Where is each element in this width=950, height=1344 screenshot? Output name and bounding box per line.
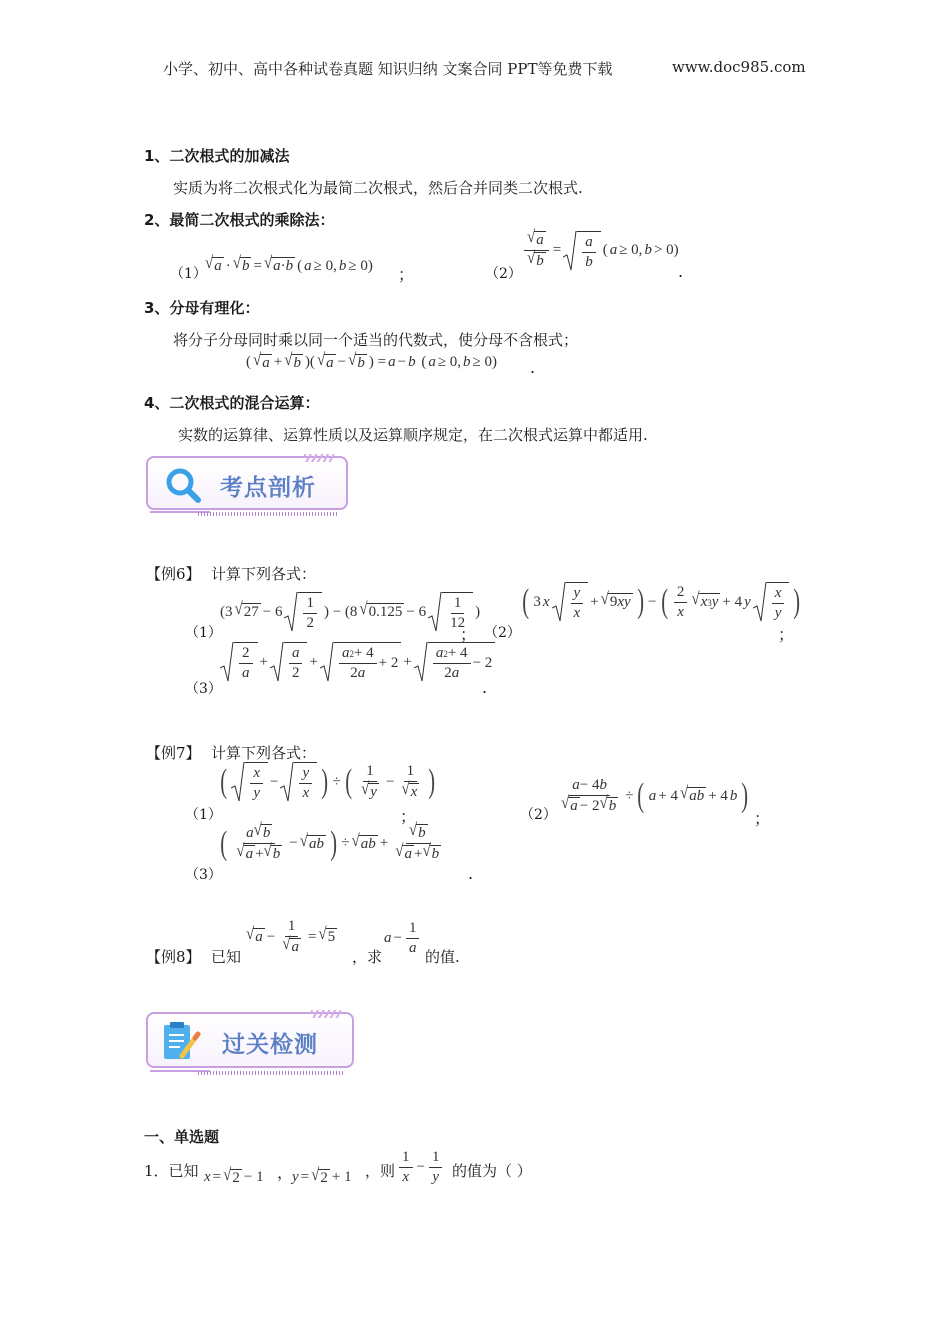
ex6-prompt: 计算下列各式： (211, 565, 317, 583)
ex7-label-1: （1） (185, 807, 222, 823)
section-4-title: 4、二次根式的混合运算： (144, 394, 320, 412)
ex7-period: . (468, 864, 474, 883)
ex6-label-1: （1） (185, 625, 222, 641)
q1-y-formula: y = √ 2 + 1 (292, 1165, 352, 1186)
section-3-body: 将分子分母同时乘以同一个适当的代数式，使分母不含根式； (173, 331, 579, 349)
ex6-semicolon-1: ； (460, 625, 477, 644)
s2-semicolon: ； (398, 265, 415, 284)
banner-guoguan (146, 1012, 356, 1078)
ex8-tag: 【例8】 (146, 948, 201, 966)
ex8-target-formula: a − $\frac{1}{a}$ (384, 920, 421, 957)
q1-x-formula: x = √ 2 − 1 (204, 1165, 264, 1186)
single-choice-title: 一、单选题 (144, 1128, 220, 1146)
section-3-title: 3、分母有理化： (144, 299, 260, 317)
ex6-formula-1: (3 √ 27 − 6 $\frac{1}{2}$ ) − (8 √ 0.125 − 6 $\frac{1}{12}$ ) (220, 592, 480, 632)
header-url[interactable]: www.doc985.com (672, 58, 806, 76)
ex7-label-3: （3） (185, 867, 222, 883)
q1-tail: 的值为（ ） (452, 1162, 532, 1180)
header-text: 小学、初中、高中各种试卷真题 知识归纳 文案合同 PPT等免费下载 (163, 60, 613, 78)
q1-number: 1．已知 (144, 1162, 199, 1180)
s3-period: . (530, 358, 536, 377)
formula-rationalize: ( √ a + √ b )( √ a − √ b ) = a − b ( a ≥ 0, b ≥ 0) (246, 350, 498, 371)
ex7-tag: 【例7】 (146, 744, 201, 762)
ex7-prompt: 计算下列各式： (211, 744, 317, 762)
banner-kaodian-title: 考点剖析 (220, 475, 316, 501)
ex6-period: . (482, 678, 488, 697)
banner-guoguan-title: 过关检测 (222, 1032, 318, 1058)
checklist-pencil-icon (162, 1020, 202, 1062)
section-4-body: 实数的运算律、运算性质以及运算顺序规定，在二次根式运算中都适用. (178, 426, 648, 444)
ex6-semicolon-2: ； (778, 625, 795, 644)
ex8-known: 已知 (211, 948, 242, 966)
formula-quotient-rule: √ a √ b = $\frac{a}{b}$ ( a ≥ 0, b > 0) (522, 228, 679, 271)
formula-product-rule: √ a · √ b = √ a · b ( a ≥ 0, b ≥ 0) (205, 254, 373, 274)
ex8-condition-formula: √ a − 1 √ a = √ 5 (246, 918, 336, 955)
ex7-formula-1: ( $\frac{x}{y}$ − $\frac{y}{x}$ ) ÷ ( 1 √ y − 1 √ x ) (220, 763, 436, 801)
ex6-label-2: （2） (484, 625, 521, 641)
s2-label-1: （1） (170, 266, 207, 282)
ex8-tail: 的值. (425, 948, 460, 966)
ex7-label-2: （2） (520, 807, 557, 823)
ex6-tag: 【例6】 (146, 565, 201, 583)
magnifier-icon (164, 466, 202, 504)
ex6-formula-3: $\frac{2}{a}$ + $\frac{a}{2}$ + a 2 + 4 2 a + 2 + a 2 + 4 2 a − 2 (220, 642, 495, 686)
q1-comma: ， (277, 1163, 294, 1182)
ex7-semicolon-1: ； (400, 807, 417, 826)
section-2-title: 2、最简二次根式的乘除法： (144, 211, 335, 229)
ex6-formula-2: ( 3 x $\frac{y}{x}$ + √ 9 xy ) − ( $\frac{2}{x}$ √ x 3 y + 4 y $\frac{x}{y}$ ) (522, 583, 801, 621)
s2-label-2: （2） (485, 266, 522, 282)
section-1-body: 实质为将二次根式化为最简二次根式，然后合并同类二次根式. (173, 179, 583, 197)
ex6-label-3: （3） (185, 681, 222, 697)
s2-period: . (678, 262, 684, 281)
banner-kaodian (146, 456, 350, 518)
ex8-ask: ，求 (352, 948, 383, 966)
section-1-title: 1、二次根式的加减法 (144, 147, 290, 165)
q1-target-formula: $\frac{1}{x}$ − $\frac{1}{y}$ (397, 1146, 444, 1186)
q1-mid: ，则 (365, 1162, 396, 1180)
ex7-formula-3: ( a √ b √ a + √ b − √ ab ) ÷ √ ab + √ b √ a + √ b (220, 821, 440, 862)
ex7-semicolon-2: ； (754, 809, 771, 828)
ex7-formula-2: a − 4 b √ a − 2 √ b ÷ ( a + 4 √ ab + 4 b ) (561, 777, 749, 814)
